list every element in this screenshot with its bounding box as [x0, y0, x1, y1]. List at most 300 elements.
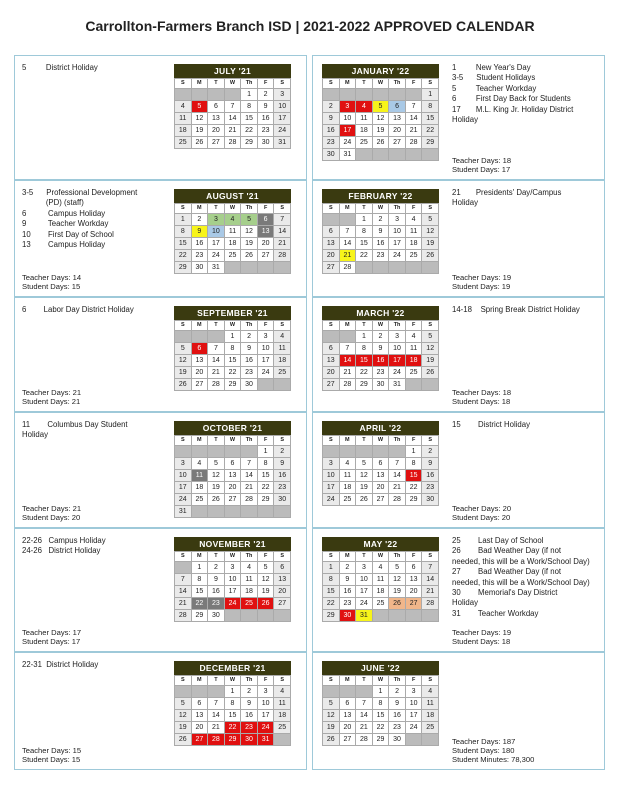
weekday-header: T: [356, 203, 373, 213]
day-cell: 20: [323, 366, 340, 378]
day-cell: 12: [356, 469, 373, 481]
teacher-days: Teacher Days: 19: [452, 273, 512, 282]
day-cell: 23: [389, 721, 406, 733]
day-cell: 3: [225, 561, 242, 573]
day-cell: 6: [340, 697, 357, 709]
day-cell: 20: [340, 721, 357, 733]
weekday-header: W: [225, 551, 242, 561]
weekday-header: S: [274, 435, 291, 445]
day-cell: 22: [258, 481, 275, 493]
teacher-days: Teacher Days: 18: [452, 156, 512, 165]
day-cell: 27: [208, 136, 225, 148]
day-cell: 17: [258, 354, 275, 366]
day-cell: 5: [356, 457, 373, 469]
day-cell: 3: [356, 561, 373, 573]
weekday-header: T: [208, 203, 225, 213]
day-cell: 13: [258, 225, 275, 237]
day-cell: 11: [274, 697, 291, 709]
day-cell: 27: [323, 378, 340, 390]
day-cell: 30: [241, 378, 258, 390]
day-cell: 17: [323, 481, 340, 493]
day-cell: 18: [406, 354, 423, 366]
day-cell: 8: [373, 697, 390, 709]
empty-cell: [422, 378, 439, 390]
weekday-header: Th: [241, 203, 258, 213]
weekday-header: F: [406, 551, 423, 561]
weekday-header: F: [258, 551, 275, 561]
empty-cell: [175, 445, 192, 457]
day-cell: 20: [274, 585, 291, 597]
day-cell: 2: [422, 445, 439, 457]
day-cell: 18: [406, 237, 423, 249]
day-cell: 2: [323, 100, 340, 112]
day-cell: 4: [274, 685, 291, 697]
day-cell: 27: [323, 261, 340, 273]
day-cell: 16: [422, 469, 439, 481]
weekday-header: S: [422, 203, 439, 213]
weekday-header: M: [192, 435, 209, 445]
day-grid: [322, 675, 439, 746]
day-cell: 14: [208, 354, 225, 366]
empty-cell: [208, 685, 225, 697]
weekday-header: M: [192, 675, 209, 685]
weekday-header: F: [406, 435, 423, 445]
day-cell: 24: [274, 124, 291, 136]
student-days: Student Days: 20: [22, 513, 81, 522]
weekday-header: F: [258, 435, 275, 445]
day-cell: 23: [241, 366, 258, 378]
day-cell: 28: [406, 136, 423, 148]
month-title: SEPTEMBER '21: [174, 306, 291, 320]
day-cell: 3: [406, 685, 423, 697]
day-cell: 20: [389, 124, 406, 136]
empty-cell: [422, 609, 439, 621]
day-cell: 21: [340, 249, 357, 261]
empty-cell: [406, 148, 423, 160]
day-cell: 7: [175, 573, 192, 585]
day-cell: 20: [225, 481, 242, 493]
weekday-header: S: [175, 551, 192, 561]
weekday-header: Th: [241, 675, 258, 685]
teacher-days: Teacher Days: 17: [22, 628, 82, 637]
empty-cell: [208, 330, 225, 342]
day-counts: [452, 628, 511, 646]
day-cell: 12: [175, 354, 192, 366]
day-cell: 12: [422, 225, 439, 237]
day-cell: 30: [208, 609, 225, 621]
day-cell: 2: [373, 213, 390, 225]
teacher-days: Teacher Days: 19: [452, 628, 512, 637]
day-cell: 16: [241, 709, 258, 721]
day-cell: 4: [175, 100, 192, 112]
day-cell: 7: [225, 100, 242, 112]
day-cell: 8: [422, 100, 439, 112]
day-counts: [452, 388, 511, 406]
day-cell: 9: [241, 697, 258, 709]
day-cell: 6: [192, 697, 209, 709]
empty-cell: [208, 445, 225, 457]
day-cell: 22: [356, 249, 373, 261]
day-cell: 2: [389, 685, 406, 697]
day-cell: 7: [340, 342, 357, 354]
day-cell: 23: [422, 481, 439, 493]
weekday-header: Th: [389, 78, 406, 88]
day-cell: 9: [241, 342, 258, 354]
empty-cell: [406, 609, 423, 621]
empty-cell: [340, 330, 357, 342]
month-calendar: [174, 189, 291, 274]
day-cell: 24: [258, 721, 275, 733]
day-cell: 10: [175, 469, 192, 481]
day-cell: 27: [373, 493, 390, 505]
day-cell: 11: [340, 469, 357, 481]
day-cell: 10: [225, 573, 242, 585]
day-cell: 21: [422, 585, 439, 597]
day-cell: 21: [175, 597, 192, 609]
day-cell: 16: [258, 112, 275, 124]
day-cell: 18: [175, 124, 192, 136]
day-cell: 22: [406, 481, 423, 493]
day-cell: 17: [406, 709, 423, 721]
day-cell: 6: [323, 225, 340, 237]
empty-cell: [258, 261, 275, 273]
day-cell: 7: [241, 457, 258, 469]
day-cell: 24: [356, 597, 373, 609]
empty-cell: [373, 261, 390, 273]
day-cell: 12: [258, 573, 275, 585]
day-cell: 6: [389, 100, 406, 112]
day-cell: 4: [241, 561, 258, 573]
month-calendar: [322, 189, 439, 274]
day-cell: 26: [192, 136, 209, 148]
day-cell: 29: [175, 261, 192, 273]
day-cell: 7: [389, 457, 406, 469]
month-title: OCTOBER '21: [174, 421, 291, 435]
day-counts: [22, 746, 81, 764]
day-cell: 4: [406, 330, 423, 342]
day-cell: 6: [406, 561, 423, 573]
day-cell: 11: [422, 697, 439, 709]
day-cell: 8: [323, 573, 340, 585]
day-cell: 28: [356, 733, 373, 745]
day-cell: 25: [406, 366, 423, 378]
day-cell: 1: [422, 88, 439, 100]
day-cell: 24: [406, 721, 423, 733]
month-calendar: [322, 421, 439, 506]
day-cell: 19: [422, 354, 439, 366]
weekday-header: Th: [389, 203, 406, 213]
empty-cell: [389, 609, 406, 621]
day-cell: 11: [406, 342, 423, 354]
empty-cell: [175, 330, 192, 342]
day-cell: 11: [406, 225, 423, 237]
day-cell: 26: [422, 249, 439, 261]
month-title: MAY '22: [322, 537, 439, 551]
day-cell: 19: [241, 237, 258, 249]
day-grid: [174, 551, 291, 622]
day-cell: 14: [225, 112, 242, 124]
day-grid: [322, 551, 439, 622]
weekday-header: Th: [241, 78, 258, 88]
weekday-header: F: [258, 78, 275, 88]
teacher-days: Teacher Days: 14: [22, 273, 82, 282]
day-cell: 31: [356, 609, 373, 621]
empty-cell: [356, 685, 373, 697]
day-cell: 13: [373, 469, 390, 481]
weekday-header: F: [406, 203, 423, 213]
day-cell: 21: [225, 124, 242, 136]
day-cell: 11: [241, 573, 258, 585]
day-grid: [322, 320, 439, 391]
empty-cell: [274, 733, 291, 745]
empty-cell: [192, 88, 209, 100]
day-cell: 8: [225, 342, 242, 354]
day-cell: 10: [356, 573, 373, 585]
day-cell: 30: [241, 733, 258, 745]
day-cell: 31: [274, 136, 291, 148]
day-cell: 24: [389, 249, 406, 261]
weekday-header: S: [274, 203, 291, 213]
day-cell: 23: [340, 597, 357, 609]
day-cell: 28: [241, 493, 258, 505]
day-cell: 26: [175, 733, 192, 745]
weekday-header: W: [225, 78, 242, 88]
day-cell: 13: [225, 469, 242, 481]
day-cell: 8: [258, 457, 275, 469]
weekday-header: W: [373, 435, 390, 445]
day-cell: 15: [175, 237, 192, 249]
day-cell: 18: [192, 481, 209, 493]
teacher-days: Teacher Days: 21: [22, 388, 82, 397]
day-cell: 15: [422, 112, 439, 124]
empty-cell: [241, 261, 258, 273]
weekday-header: S: [323, 320, 340, 330]
day-cell: 8: [225, 697, 242, 709]
day-cell: 11: [192, 469, 209, 481]
day-cell: 28: [340, 378, 357, 390]
day-cell: 16: [241, 354, 258, 366]
day-cell: 13: [323, 237, 340, 249]
day-cell: 23: [274, 481, 291, 493]
day-cell: 13: [323, 354, 340, 366]
day-cell: 19: [389, 585, 406, 597]
weekday-header: M: [192, 78, 209, 88]
day-cell: 10: [389, 225, 406, 237]
day-cell: 27: [192, 733, 209, 745]
day-cell: 5: [389, 561, 406, 573]
day-cell: 2: [192, 213, 209, 225]
day-cell: 4: [373, 561, 390, 573]
day-cell: 16: [373, 237, 390, 249]
empty-cell: [225, 445, 242, 457]
day-cell: 19: [422, 237, 439, 249]
day-grid: [174, 78, 291, 149]
day-cell: 22: [175, 249, 192, 261]
day-cell: 22: [241, 124, 258, 136]
day-counts: [452, 737, 534, 764]
day-cell: 18: [274, 709, 291, 721]
day-cell: 9: [192, 225, 209, 237]
day-cell: 16: [373, 354, 390, 366]
empty-cell: [225, 261, 242, 273]
weekday-header: Th: [241, 551, 258, 561]
day-cell: 27: [258, 249, 275, 261]
day-cell: 9: [389, 697, 406, 709]
day-cell: 26: [373, 136, 390, 148]
day-cell: 12: [241, 225, 258, 237]
day-cell: 20: [373, 481, 390, 493]
day-cell: 26: [422, 366, 439, 378]
weekday-header: S: [175, 435, 192, 445]
day-cell: 30: [192, 261, 209, 273]
day-cell: 8: [356, 342, 373, 354]
weekday-header: W: [225, 203, 242, 213]
month-title: JUNE '22: [322, 661, 439, 675]
day-cell: 21: [406, 124, 423, 136]
day-cell: 15: [225, 354, 242, 366]
empty-cell: [258, 505, 275, 517]
day-cell: 22: [192, 597, 209, 609]
event-notes: 22-26 Campus Holiday 24-26 District Holiday: [22, 536, 106, 556]
empty-cell: [241, 505, 258, 517]
day-cell: 22: [225, 366, 242, 378]
day-cell: 28: [175, 609, 192, 621]
empty-cell: [192, 330, 209, 342]
weekday-header: M: [192, 320, 209, 330]
weekday-header: S: [274, 675, 291, 685]
day-cell: 25: [274, 366, 291, 378]
day-cell: 9: [422, 457, 439, 469]
day-cell: 1: [356, 330, 373, 342]
day-cell: 15: [356, 354, 373, 366]
empty-cell: [258, 609, 275, 621]
day-cell: 30: [340, 609, 357, 621]
student-days: Student Days: 18: [452, 637, 511, 646]
day-cell: 25: [356, 136, 373, 148]
weekday-header: S: [175, 320, 192, 330]
day-cell: 29: [225, 733, 242, 745]
day-cell: 23: [241, 721, 258, 733]
day-cell: 10: [406, 697, 423, 709]
day-cell: 1: [175, 213, 192, 225]
weekday-header: T: [208, 675, 225, 685]
day-cell: 26: [208, 493, 225, 505]
day-cell: 8: [175, 225, 192, 237]
month-title: JANUARY '22: [322, 64, 439, 78]
day-cell: 2: [258, 88, 275, 100]
day-cell: 14: [274, 225, 291, 237]
day-cell: 12: [422, 342, 439, 354]
day-cell: 7: [208, 342, 225, 354]
day-cell: 18: [373, 585, 390, 597]
empty-cell: [274, 378, 291, 390]
teacher-days: Teacher Days: 21: [22, 504, 82, 513]
day-cell: 25: [422, 721, 439, 733]
day-cell: 12: [323, 709, 340, 721]
day-cell: 15: [225, 709, 242, 721]
day-cell: 24: [389, 366, 406, 378]
day-cell: 2: [241, 330, 258, 342]
day-cell: 4: [274, 330, 291, 342]
empty-cell: [406, 733, 423, 745]
day-cell: 15: [373, 709, 390, 721]
month-title: NOVEMBER '21: [174, 537, 291, 551]
student-days: Student Days: 20: [452, 513, 511, 522]
weekday-header: S: [274, 78, 291, 88]
day-cell: 26: [389, 597, 406, 609]
teacher-days: Teacher Days: 18: [452, 388, 512, 397]
day-cell: 16: [389, 709, 406, 721]
day-cell: 4: [406, 213, 423, 225]
student-days: Student Days: 19: [452, 282, 511, 291]
weekday-header: S: [422, 320, 439, 330]
empty-cell: [373, 445, 390, 457]
empty-cell: [241, 609, 258, 621]
day-cell: 25: [241, 597, 258, 609]
day-cell: 17: [175, 481, 192, 493]
day-cell: 26: [241, 249, 258, 261]
day-cell: 8: [241, 100, 258, 112]
day-cell: 7: [356, 697, 373, 709]
weekday-header: F: [406, 320, 423, 330]
day-cell: 25: [406, 249, 423, 261]
day-cell: 6: [323, 342, 340, 354]
day-cell: 18: [241, 585, 258, 597]
day-cell: 4: [356, 100, 373, 112]
day-cell: 17: [208, 237, 225, 249]
day-grid: [322, 78, 439, 161]
day-cell: 9: [340, 573, 357, 585]
weekday-header: M: [340, 203, 357, 213]
empty-cell: [340, 445, 357, 457]
day-cell: 17: [356, 585, 373, 597]
day-cell: 16: [340, 585, 357, 597]
day-cell: 28: [208, 733, 225, 745]
weekday-header: F: [406, 675, 423, 685]
day-cell: 8: [406, 457, 423, 469]
weekday-header: W: [373, 320, 390, 330]
day-cell: 20: [258, 237, 275, 249]
day-cell: 5: [175, 342, 192, 354]
day-cell: 6: [192, 342, 209, 354]
student-days: Student Days: 18: [452, 397, 511, 406]
day-counts: [22, 628, 81, 646]
day-cell: 10: [274, 100, 291, 112]
day-cell: 29: [258, 493, 275, 505]
day-cell: 27: [225, 493, 242, 505]
day-cell: 14: [356, 709, 373, 721]
day-cell: 5: [422, 213, 439, 225]
day-cell: 1: [258, 445, 275, 457]
day-cell: 3: [208, 213, 225, 225]
event-notes: 21 Presidents' Day/Campus Holiday: [452, 188, 562, 208]
day-cell: 5: [175, 697, 192, 709]
day-cell: 21: [274, 237, 291, 249]
month-title: MARCH '22: [322, 306, 439, 320]
day-cell: 30: [389, 733, 406, 745]
day-cell: 24: [225, 597, 242, 609]
day-cell: 14: [241, 469, 258, 481]
weekday-header: M: [340, 675, 357, 685]
day-cell: 31: [208, 261, 225, 273]
day-cell: 14: [208, 709, 225, 721]
day-cell: 6: [373, 457, 390, 469]
day-cell: 1: [225, 685, 242, 697]
day-cell: 7: [406, 100, 423, 112]
day-cell: 21: [208, 366, 225, 378]
empty-cell: [356, 88, 373, 100]
day-cell: 15: [323, 585, 340, 597]
